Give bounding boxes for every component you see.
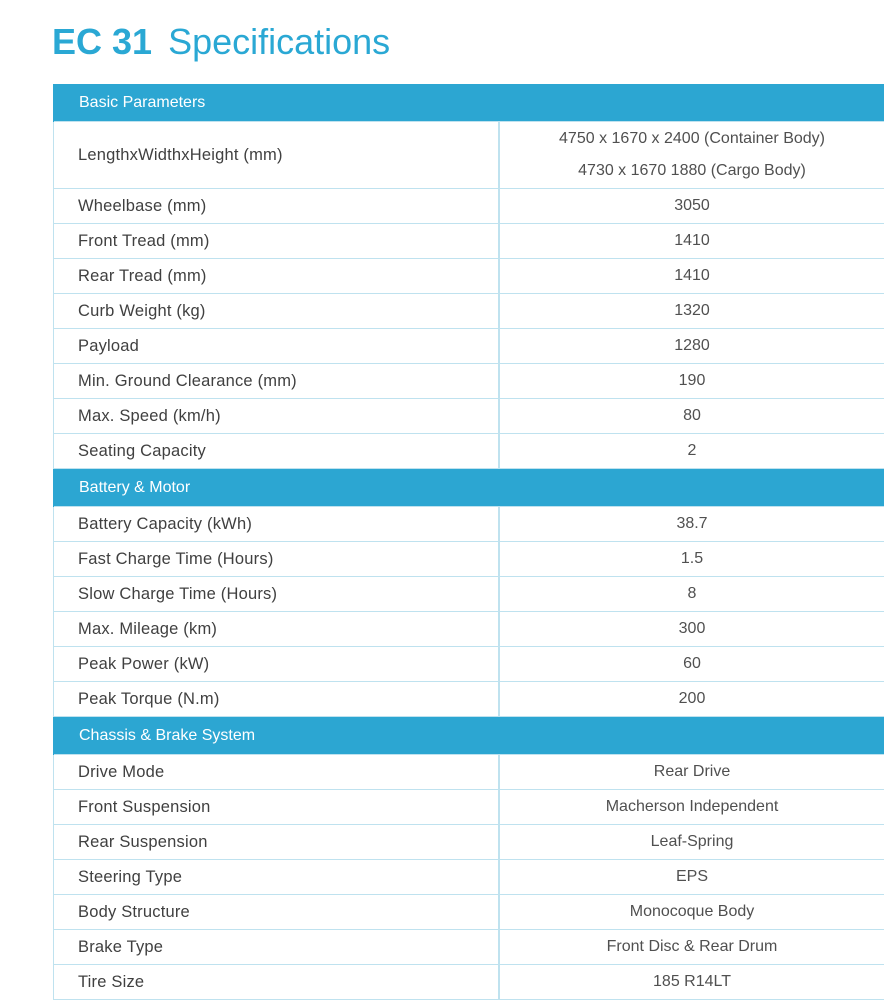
table-row xyxy=(54,122,884,189)
table-row xyxy=(54,612,884,647)
table-row xyxy=(54,647,884,682)
table-row xyxy=(54,329,884,364)
spec-value-line: 80 xyxy=(683,407,701,424)
spec-value xyxy=(499,399,884,434)
table-row xyxy=(54,682,884,717)
table-row xyxy=(54,790,884,825)
spec-value xyxy=(499,790,884,825)
table-row xyxy=(54,577,884,612)
table-row xyxy=(54,259,884,294)
table-row xyxy=(54,224,884,259)
spec-value xyxy=(499,329,884,364)
spec-value xyxy=(499,542,884,577)
spec-label: Wheelbase (mm) xyxy=(54,189,499,224)
spec-value-line: 8 xyxy=(688,585,697,602)
spec-value xyxy=(499,647,884,682)
spec-value-line: Front Disc & Rear Drum xyxy=(607,938,778,955)
spec-table-body xyxy=(54,84,884,1000)
spec-label: Payload xyxy=(54,329,499,364)
table-row xyxy=(54,860,884,895)
spec-value-line: Leaf-Spring xyxy=(651,833,734,850)
spec-value-line: 200 xyxy=(679,690,706,707)
spec-label: Min. Ground Clearance (mm) xyxy=(54,364,499,399)
spec-value-line: EPS xyxy=(676,868,708,885)
spec-value xyxy=(499,434,884,469)
table-row xyxy=(54,965,884,1000)
spec-label: Tire Size xyxy=(54,965,499,1000)
spec-label: Curb Weight (kg) xyxy=(54,294,499,329)
spec-value xyxy=(499,825,884,860)
spec-value-line: 1320 xyxy=(674,302,710,319)
table-row xyxy=(54,189,884,224)
spec-label: Body Structure xyxy=(54,895,499,930)
spec-label: Rear Tread (mm) xyxy=(54,259,499,294)
spec-table xyxy=(53,84,884,1000)
spec-value-line: 1410 xyxy=(674,267,710,284)
spec-value-line: Rear Drive xyxy=(654,763,730,780)
spec-value xyxy=(499,577,884,612)
spec-label: Rear Suspension xyxy=(54,825,499,860)
section-title: Basic Parameters xyxy=(54,84,884,122)
spec-value xyxy=(499,189,884,224)
spec-value xyxy=(499,259,884,294)
spec-value xyxy=(499,294,884,329)
table-row xyxy=(54,294,884,329)
spec-value-line: 3050 xyxy=(674,197,710,214)
spec-label: Seating Capacity xyxy=(54,434,499,469)
spec-value-line: 38.7 xyxy=(676,515,707,532)
spec-label: Front Suspension xyxy=(54,790,499,825)
model-name: EC 31 xyxy=(52,21,152,62)
spec-value xyxy=(499,965,884,1000)
spec-label: LengthxWidthxHeight (mm) xyxy=(54,122,499,189)
spec-label: Peak Power (kW) xyxy=(54,647,499,682)
page-title xyxy=(52,20,390,64)
table-row xyxy=(54,755,884,790)
spec-value-line: 1.5 xyxy=(681,550,703,567)
spec-label: Drive Mode xyxy=(54,755,499,790)
spec-label: Max. Speed (km/h) xyxy=(54,399,499,434)
section-header xyxy=(54,469,884,507)
spec-value-line: 1410 xyxy=(674,232,710,249)
spec-value xyxy=(499,612,884,647)
spec-value-line: 4750 x 1670 x 2400 (Container Body) xyxy=(500,123,884,155)
spec-value xyxy=(499,224,884,259)
spec-value xyxy=(499,122,884,189)
spec-value xyxy=(499,364,884,399)
spec-value-line: 190 xyxy=(679,372,706,389)
spec-value xyxy=(499,895,884,930)
section-header xyxy=(54,717,884,755)
spec-value-line: 4730 x 1670 1880 (Cargo Body) xyxy=(500,155,884,187)
table-row xyxy=(54,434,884,469)
spec-label: Front Tread (mm) xyxy=(54,224,499,259)
spec-label: Max. Mileage (km) xyxy=(54,612,499,647)
table-row xyxy=(54,895,884,930)
spec-value xyxy=(499,860,884,895)
spec-value-line: 1280 xyxy=(674,337,710,354)
spec-value-line: Monocoque Body xyxy=(630,903,755,920)
section-title: Chassis & Brake System xyxy=(54,717,884,755)
spec-label: Peak Torque (N.m) xyxy=(54,682,499,717)
table-row xyxy=(54,930,884,965)
spec-value-line: Macherson Independent xyxy=(606,798,779,815)
spec-label: Brake Type xyxy=(54,930,499,965)
section-header xyxy=(54,84,884,122)
spec-label: Battery Capacity (kWh) xyxy=(54,507,499,542)
title-word: Specifications xyxy=(168,21,390,62)
table-row xyxy=(54,507,884,542)
spec-label: Fast Charge Time (Hours) xyxy=(54,542,499,577)
spec-value-line: 300 xyxy=(679,620,706,637)
table-row xyxy=(54,542,884,577)
spec-label: Steering Type xyxy=(54,860,499,895)
table-row xyxy=(54,399,884,434)
table-row xyxy=(54,364,884,399)
spec-label: Slow Charge Time (Hours) xyxy=(54,577,499,612)
spec-value-line: 185 R14LT xyxy=(653,973,731,990)
spec-value-line: 2 xyxy=(688,442,697,459)
spec-value xyxy=(499,507,884,542)
spec-value-line: 60 xyxy=(683,655,701,672)
spec-value xyxy=(499,930,884,965)
table-row xyxy=(54,825,884,860)
spec-value xyxy=(499,755,884,790)
spec-value xyxy=(499,682,884,717)
section-title: Battery & Motor xyxy=(54,469,884,507)
